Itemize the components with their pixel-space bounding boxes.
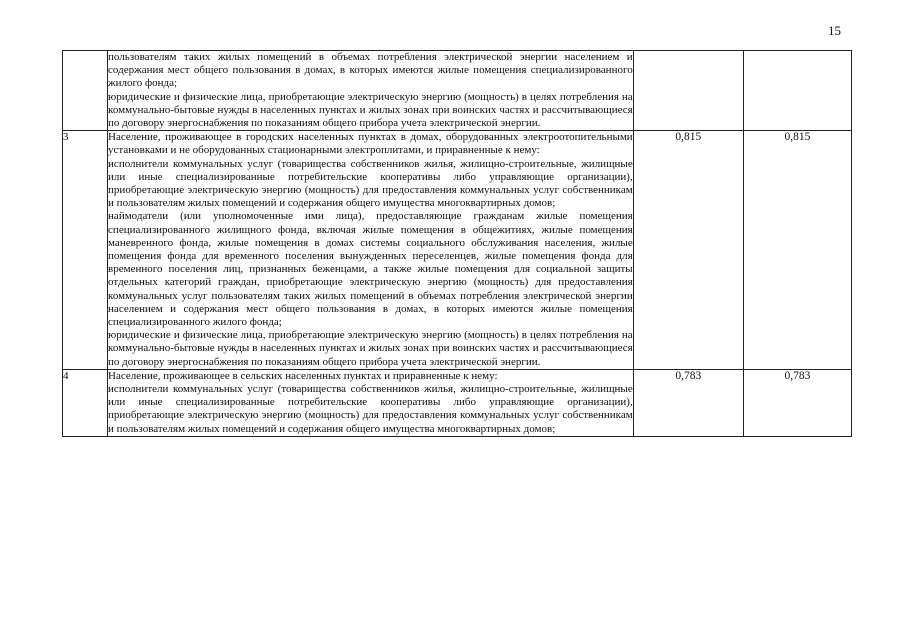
row-value-1 xyxy=(633,51,743,131)
row-paragraph: юридические и физические лица, приобретающие электрическую энергию (мощность) в целях потребления на коммунально-бытовые нужды в населенных пунктах и жилых зонах при воинских частях и рассчитывающиеся по договору энергоснабжения по показаниям общего прибора учета электрической энергии. xyxy=(108,90,633,130)
row-description xyxy=(108,131,634,370)
row-number: 4 xyxy=(63,369,108,436)
row-paragraph: исполнители коммунальных услуг (товарищества собственников жилья, жилищно-строительные, жилищные или иные специализированные потребительские кооперативы либо управляющие организации), приобретающие электрическую энергию (мощность) для предоставления коммунальных услуг собственникам и пользователям жилых помещений и содержания общего имущества многоквартирных домов; xyxy=(108,157,633,210)
row-paragraph: пользователям таких жилых помещений в объемах потребления электрической энергии населением и содержания мест общего пользования в домах, в которых имеются жилые помещения специализированного жилого фонда; xyxy=(108,51,633,90)
row-description xyxy=(108,51,634,131)
row-number xyxy=(63,51,108,131)
row-description xyxy=(108,369,634,436)
row-value-1: 0,783 xyxy=(633,369,743,436)
page-number: 15 xyxy=(828,23,841,38)
row-value-1: 0,815 xyxy=(633,131,743,370)
tariff-table xyxy=(62,50,852,437)
row-value-2: 0,783 xyxy=(743,369,851,436)
row-paragraph: Население, проживающее в городских населенных пунктах в домах, оборудованных электроотопительными установками и не оборудованных стационарными электроплитами, и приравненные к нему: xyxy=(108,131,633,157)
table-row xyxy=(63,369,852,436)
row-number: 3 xyxy=(63,131,108,370)
row-value-2: 0,815 xyxy=(743,131,851,370)
row-paragraph: наймодатели (или уполномоченные ими лица), предоставляющие гражданам жилые помещения специализированного жилищного фонда, включая жилые помещения в общежитиях, жилые помещения маневренного фонда, жилые помещения в домах системы социального обслуживания населения, жилые помещения фонда для временного поселения вынужденных переселенцев, жилые помещения фонда для временного поселения лиц, признанных беженцами, а также жилые помещения для социальной защиты отдельных категорий граждан, приобретающие электрическую энергию (мощность) для предоставления коммунальных услуг пользователям таких жилых помещений в объемах потребления электрической энергии населением и содержания мест общего пользования в домах, в которых имеются жилые помещения специализированного жилого фонда; xyxy=(108,210,633,329)
row-paragraph: исполнители коммунальных услуг (товарищества собственников жилья, жилищно-строительные, жилищные или иные специализированные потребительские кооперативы либо управляющие организации), приобретающие электрическую энергию (мощность) для предоставления коммунальных услуг собственникам и пользователям жилых помещений и содержания общего имущества многоквартирных домов; xyxy=(108,383,633,435)
table-row xyxy=(63,51,852,131)
row-value-2 xyxy=(743,51,851,131)
table-row xyxy=(63,131,852,370)
row-paragraph: юридические и физические лица, приобретающие электрическую энергию (мощность) в целях потребления на коммунально-бытовые нужды в населенных пунктах и жилых зонах при воинских частях и рассчитывающиеся по договору энергоснабжения по показаниям общего прибора учета электрической энергии. xyxy=(108,329,633,368)
row-paragraph: Население, проживающее в сельских населенных пунктах и приравненные к нему: xyxy=(108,369,498,382)
